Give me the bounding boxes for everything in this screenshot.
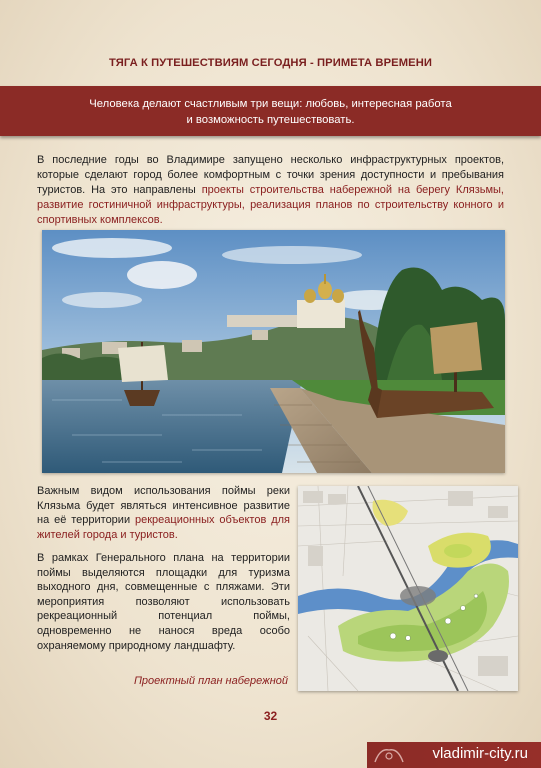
quote-line-2: и возможность путешествовать. xyxy=(186,114,355,126)
embankment-plan-map xyxy=(298,486,518,691)
floodplain-text: Важным видом использования поймы реки Клязьма будет являться интенсивное развитие на её территории xyxy=(37,485,290,527)
footer-ornament-icon xyxy=(372,744,406,766)
map-caption: Проектный план набережной xyxy=(133,675,288,687)
quote-line-1: Человека делают счастливым три вещи: любовь, интересная работа xyxy=(89,98,452,110)
page-title: ТЯГА К ПУТЕШЕСТВИЯМ СЕГОДНЯ - ПРИМЕТА ВРЕМЕНИ xyxy=(108,57,433,69)
epigraph-quote xyxy=(0,96,541,128)
page-number: 32 xyxy=(263,709,278,723)
intro-paragraph xyxy=(37,153,504,228)
floodplain-highlight: рекреационных объектов для жителей города и туристов. xyxy=(37,514,290,541)
intro-highlight: проекты строительства набережной на берегу Клязьмы, развитие гостиничной инфраструктуры, реализация планов по строительству конного и спортивных комплексов. xyxy=(37,183,504,226)
general-plan-paragraph: В рамках Генерального плана на территории поймы выделяются площадки для туризма выходного дня, совмещенные с пляжами. Эти мероприятия позволяют использовать рекреационный потенциал поймы, одновременно не нанося вреда особо охраняемому природному ландшафту. xyxy=(37,552,290,652)
embankment-rendering-image xyxy=(42,230,505,473)
floodplain-paragraph xyxy=(37,484,290,542)
site-link[interactable]: vladimir-city.ru xyxy=(432,745,528,762)
intro-text: В последние годы во Владимире запущено несколько инфраструктурных проектов, которые сделают город более комфортным с точки зрения доступности и пребывания туристов. На это направлены xyxy=(37,154,504,196)
